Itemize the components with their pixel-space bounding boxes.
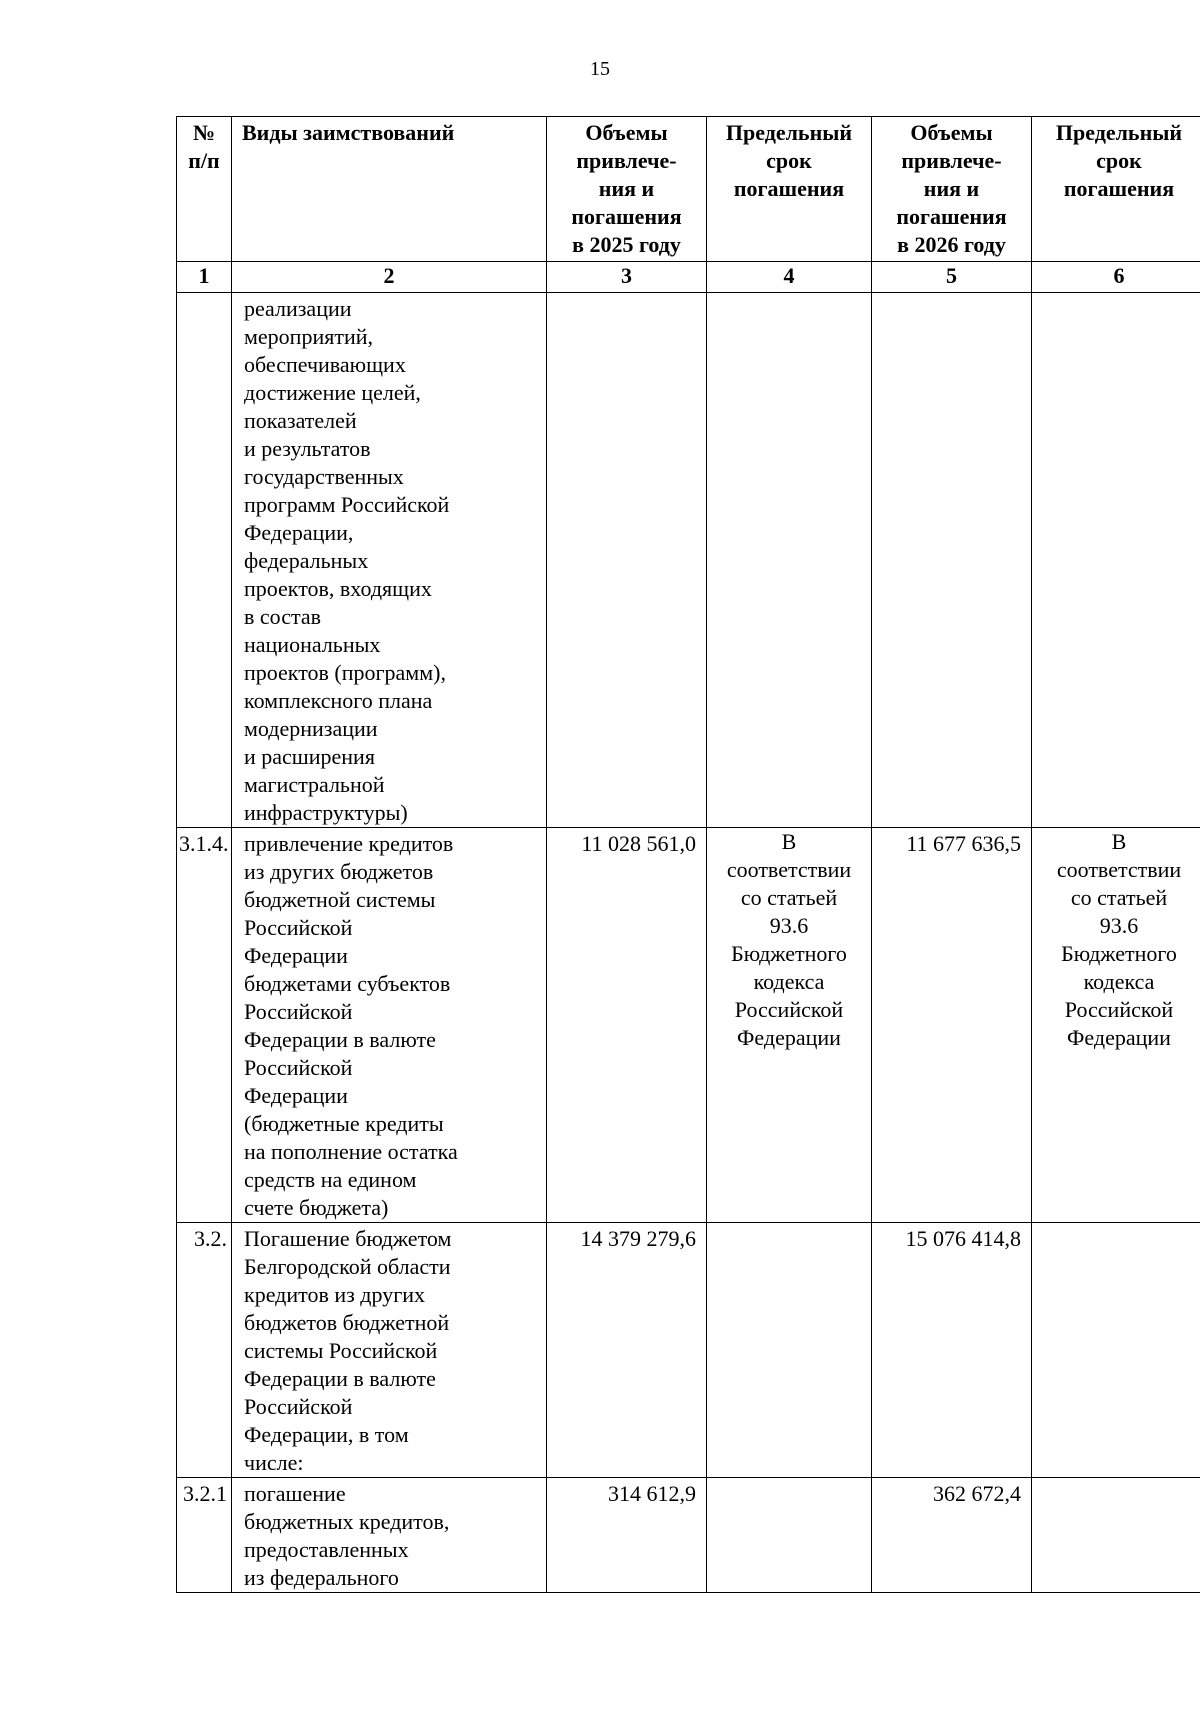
borrowing-type-cell [232, 1223, 547, 1478]
header-line: ния и [923, 176, 980, 201]
column-number: 5 [872, 262, 1032, 293]
cell-line: соответствии [1056, 857, 1182, 882]
amount-2026-cell: 11 677 636,5 [872, 828, 1032, 1223]
header-line: срок [766, 148, 812, 173]
cell-line: модернизации [244, 716, 378, 741]
cell-line: Федерации [244, 943, 348, 968]
cell-line: федеральных [244, 548, 369, 573]
cell-line: со статьей [740, 885, 838, 910]
row-number-cell: 3.2. [177, 1223, 232, 1478]
header-line: Объемы [910, 120, 993, 145]
cell-line: Федерации [244, 1083, 348, 1108]
cell-line: мероприятий, [244, 324, 374, 349]
cell-line: достижение целей, [244, 380, 421, 405]
cell-line: бюджетных кредитов, [244, 1509, 450, 1534]
page-number: 15 [590, 58, 610, 80]
table-row [177, 828, 1200, 1223]
table-row [177, 293, 1200, 828]
cell-line: 93.6 [769, 913, 809, 938]
header-line: п/п [188, 148, 220, 173]
row-number-cell: 3.2.1 [177, 1478, 232, 1593]
cell-line: Российской [244, 915, 353, 940]
cell-line: В [781, 829, 797, 854]
cell-line: в состав [244, 604, 321, 629]
amount-2025-cell: 14 379 279,6 [547, 1223, 707, 1478]
cell-line: бюджетов бюджетной [244, 1310, 450, 1335]
amount-2026-cell: 15 076 414,8 [872, 1223, 1032, 1478]
term-2026-cell [1032, 293, 1200, 828]
cell-line: 93.6 [1099, 913, 1139, 938]
column-number: 2 [232, 262, 547, 293]
header-cell-2 [232, 117, 547, 262]
table-row [177, 1223, 1200, 1478]
cell-line: Федерации в валюте [244, 1027, 436, 1052]
cell-line: кредитов из других [244, 1282, 426, 1307]
amount-2025-cell: 11 028 561,0 [547, 828, 707, 1223]
borrowings-table [176, 116, 1200, 1593]
cell-line: и расширения [244, 744, 375, 769]
column-number-row [177, 262, 1200, 293]
header-line: ния и [598, 176, 655, 201]
header-line: срок [1096, 148, 1142, 173]
cell-line: погашение [244, 1481, 346, 1506]
header-line: погашения [1063, 176, 1175, 201]
term-2026-cell [1032, 1478, 1200, 1593]
header-line: погашения [733, 176, 845, 201]
cell-line: магистральной [244, 772, 385, 797]
header-line: привлече- [901, 148, 1002, 173]
table-header-row [177, 117, 1200, 262]
header-line: Предельный [725, 120, 853, 145]
cell-line: из других бюджетов [244, 859, 434, 884]
cell-line: В [1111, 829, 1127, 854]
header-line: в 2025 году [572, 232, 681, 257]
borrowing-type-cell [232, 1478, 547, 1593]
header-cell-5 [872, 117, 1032, 262]
cell-line: бюджетами субъектов [244, 971, 451, 996]
cell-line: Бюджетного [1061, 941, 1177, 966]
cell-line: проектов, входящих [244, 576, 432, 601]
cell-line: показателей [244, 408, 357, 433]
header-line: в 2026 году [897, 232, 1006, 257]
term-2026-cell [1032, 828, 1200, 1223]
term-2025-cell [707, 1223, 872, 1478]
header-line: Виды заимствований [242, 120, 455, 145]
column-number: 6 [1032, 262, 1200, 293]
table-row [177, 1478, 1200, 1593]
header-cell-6 [1032, 117, 1200, 262]
cell-line: из федерального [244, 1565, 399, 1590]
amount-2026-cell: 362 672,4 [872, 1478, 1032, 1593]
cell-line: кодекса [753, 969, 825, 994]
amount-2025-cell [547, 293, 707, 828]
header-line: Объемы [585, 120, 668, 145]
cell-line: бюджетной системы [244, 887, 436, 912]
cell-line: Погашение бюджетом [244, 1226, 452, 1251]
cell-line: Федерации в валюте [244, 1366, 436, 1391]
column-number: 3 [547, 262, 707, 293]
header-cell-4 [707, 117, 872, 262]
cell-line: Российской [1064, 997, 1174, 1022]
cell-line: (бюджетные кредиты [244, 1111, 444, 1136]
header-line: погашения [571, 204, 682, 229]
cell-line: Федерации [1067, 1025, 1171, 1050]
cell-line: комплексного плана [244, 688, 433, 713]
cell-line: соответствии [726, 857, 852, 882]
borrowing-type-cell [232, 293, 547, 828]
cell-line: Российской [244, 1055, 353, 1080]
cell-line: и результатов [244, 436, 371, 461]
amount-2025-cell: 314 612,9 [547, 1478, 707, 1593]
term-2025-cell [707, 828, 872, 1223]
cell-line: проектов (программ), [244, 660, 446, 685]
cell-line: инфраструктуры) [244, 800, 408, 825]
term-2025-cell [707, 1478, 872, 1593]
row-number-cell [177, 293, 232, 828]
column-number: 1 [177, 262, 232, 293]
cell-line: числе: [244, 1450, 304, 1475]
term-2026-cell [1032, 1223, 1200, 1478]
cell-line: Федерации [737, 1025, 841, 1050]
header-cell-1 [177, 117, 232, 262]
cell-line: реализации [244, 296, 352, 321]
cell-line: привлечение кредитов [244, 831, 454, 856]
cell-line: Российской [244, 1394, 353, 1419]
cell-line: Бюджетного [731, 941, 847, 966]
header-line: погашения [896, 204, 1007, 229]
cell-line: системы Российской [244, 1338, 438, 1363]
cell-line: обеспечивающих [244, 352, 406, 377]
borrowing-type-cell [232, 828, 547, 1223]
term-2025-cell [707, 293, 872, 828]
cell-line: со статьей [1070, 885, 1168, 910]
header-line: привлече- [576, 148, 677, 173]
column-number: 4 [707, 262, 872, 293]
cell-line: счете бюджета) [244, 1195, 389, 1220]
cell-line: Белгородской области [244, 1254, 451, 1279]
cell-line: Российской [734, 997, 844, 1022]
cell-line: Федерации, в том [244, 1422, 409, 1447]
table-body [177, 293, 1200, 1593]
header-cell-3 [547, 117, 707, 262]
cell-line: Российской [244, 999, 353, 1024]
cell-line: средств на едином [244, 1167, 417, 1192]
row-number-cell: 3.1.4. [177, 828, 232, 1223]
cell-line: программ Российской [244, 492, 450, 517]
cell-line: национальных [244, 632, 381, 657]
cell-line: предоставленных [244, 1537, 409, 1562]
cell-line: государственных [244, 464, 404, 489]
cell-line: кодекса [1083, 969, 1155, 994]
header-line: № [192, 120, 216, 145]
cell-line: на пополнение остатка [244, 1139, 458, 1164]
cell-line: Федерации, [244, 520, 354, 545]
header-line: Предельный [1055, 120, 1183, 145]
amount-2026-cell [872, 293, 1032, 828]
